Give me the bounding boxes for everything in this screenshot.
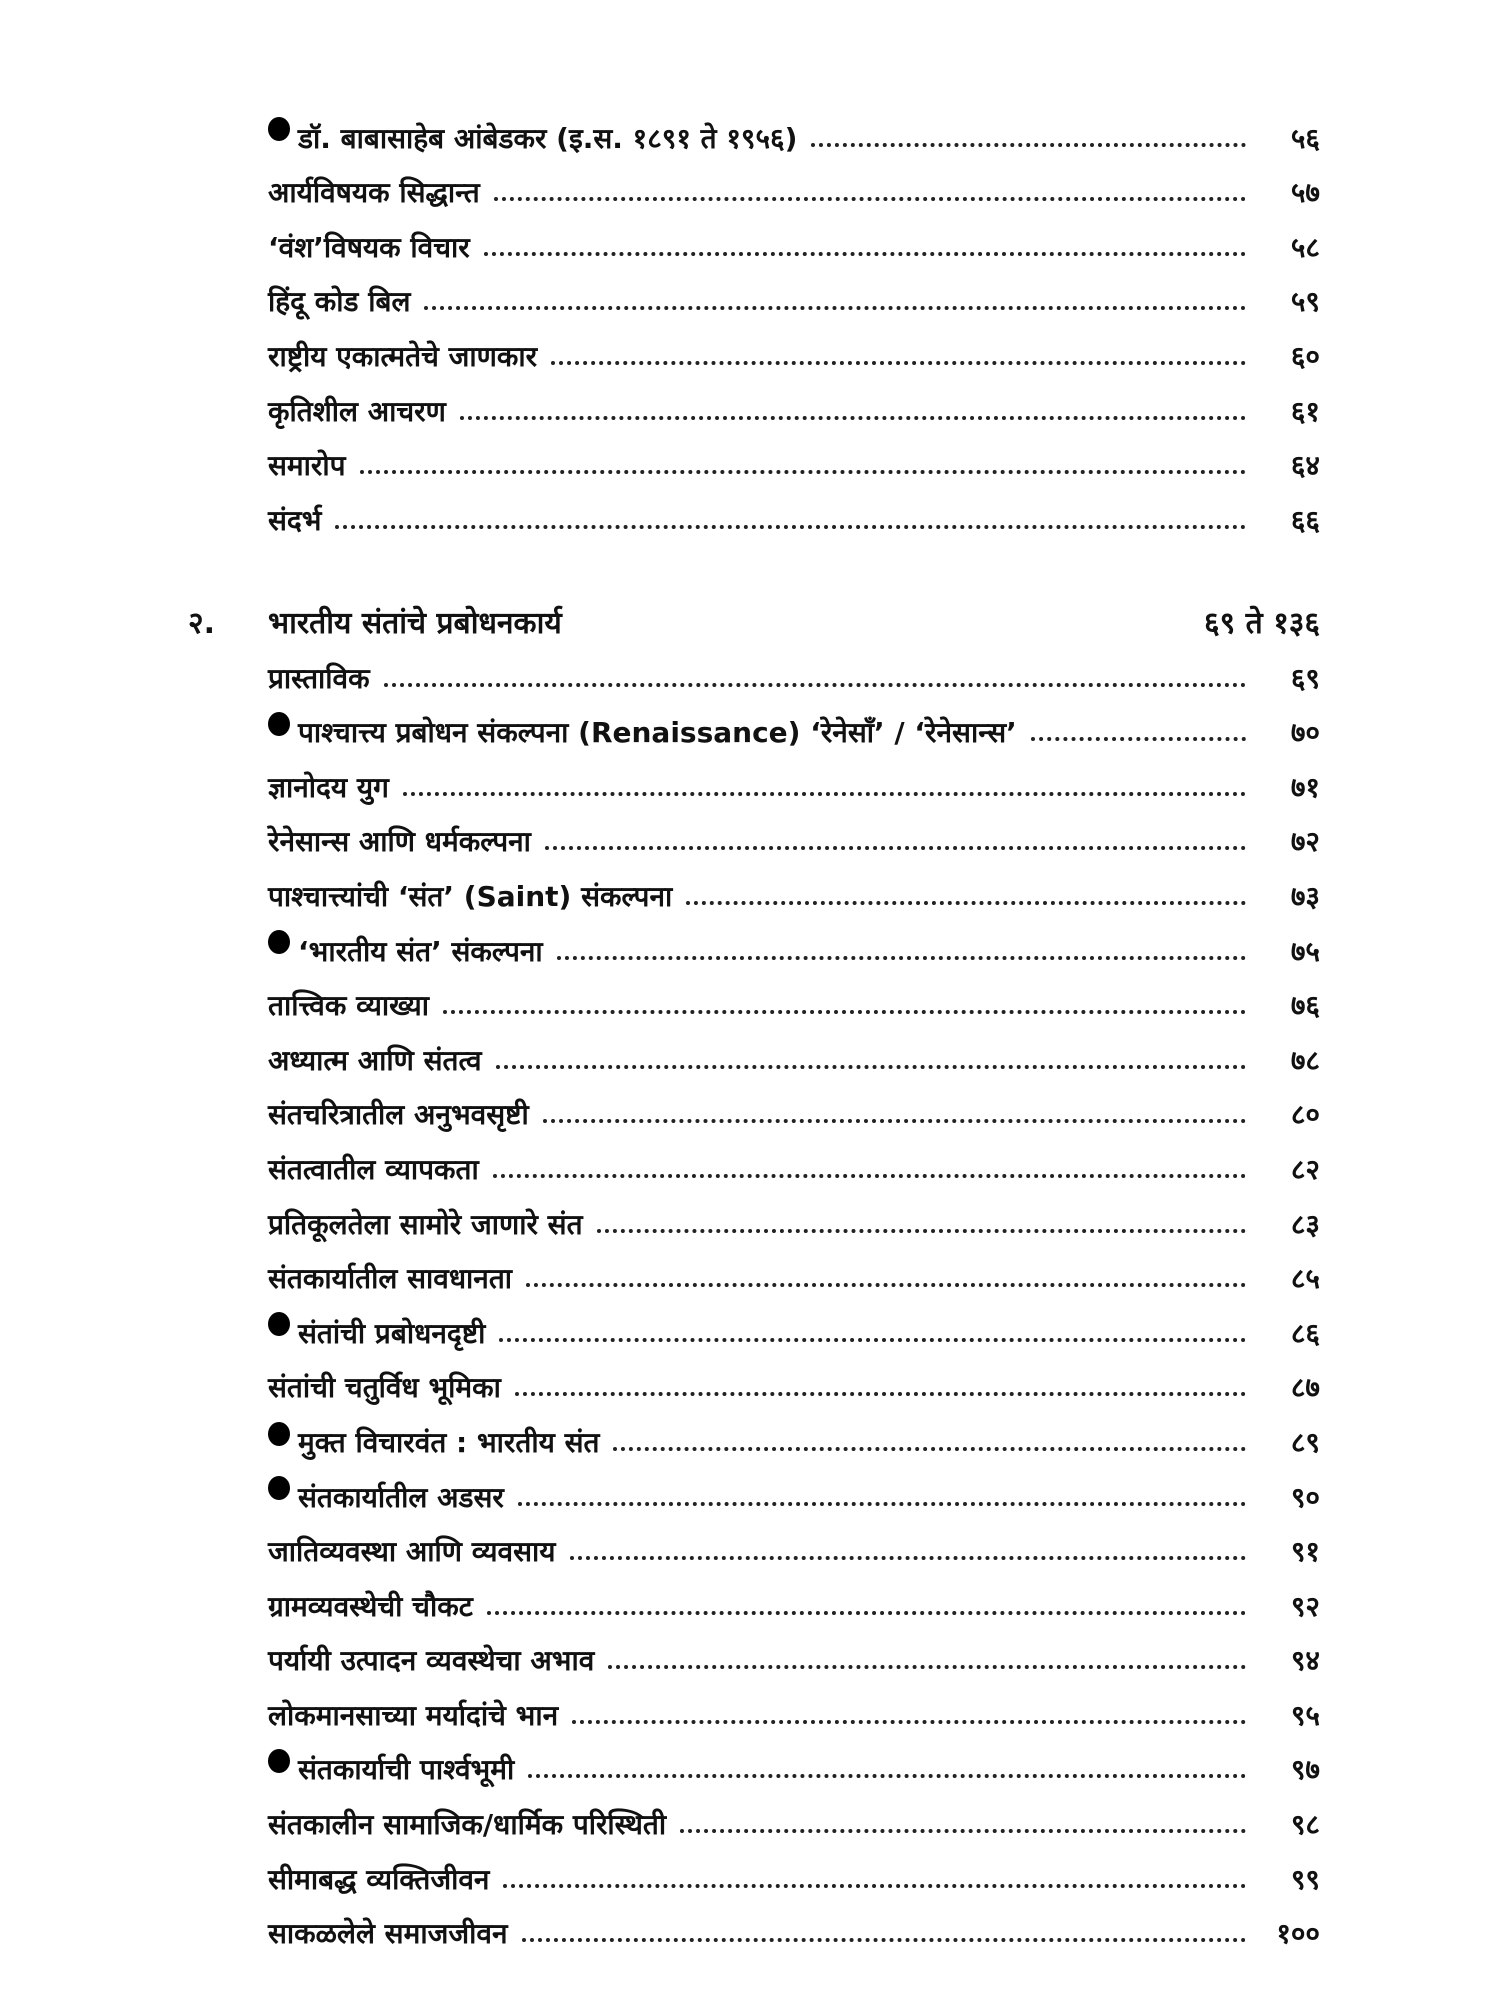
toc-entry — [268, 375, 1320, 430]
toc-entry — [268, 806, 1320, 861]
toc-entry — [268, 1516, 1320, 1571]
toc-entry-title: संतकार्यातील अडसर — [298, 1480, 504, 1514]
toc-entry-page: ६० — [1290, 339, 1320, 373]
dot-leader — [680, 1829, 1246, 1833]
toc-entry-page: ६१ — [1290, 394, 1320, 428]
dot-leader — [597, 1229, 1246, 1233]
toc-entry — [268, 1843, 1320, 1898]
dot-leader — [518, 1502, 1246, 1506]
toc-entry-title: पाश्चात्त्य प्रबोधन संकल्पना (Renaissance) ‘रेनेसाँ’ / ‘रेनेसान्स’ — [298, 716, 1017, 750]
dot-leader — [496, 1065, 1246, 1069]
toc-entry — [268, 1734, 1320, 1789]
toc-entry — [268, 1352, 1320, 1407]
dot-leader — [545, 846, 1246, 850]
toc-entry-title: साकळलेले समाजजीवन — [268, 1917, 508, 1951]
dot-leader — [608, 1665, 1246, 1669]
toc-entry-title: संतकालीन सामाजिक/धार्मिक परिस्थिती — [268, 1808, 667, 1842]
dot-leader — [613, 1447, 1246, 1451]
toc-entry — [268, 484, 1320, 539]
bullet-icon — [268, 1749, 290, 1773]
dot-leader — [403, 792, 1246, 796]
toc-entry-title: रेनेसान्स आणि धर्मकल्पना — [268, 825, 531, 859]
toc-entry-page: ७६ — [1290, 989, 1320, 1023]
chapter-page-range: ६९ ते १३६ — [1204, 606, 1320, 641]
dot-leader — [543, 1119, 1246, 1123]
toc-entry-title: जातिव्यवस्था आणि व्यवसाय — [268, 1535, 556, 1569]
toc-entry-title: डॉ. बाबासाहेब आंबेडकर (इ.स. १८९१ ते १९५६) — [298, 121, 798, 155]
dot-leader — [522, 1938, 1246, 1942]
dot-leader — [526, 1283, 1246, 1287]
toc-entry — [268, 1679, 1320, 1734]
toc-entry-page: ९८ — [1290, 1808, 1320, 1842]
toc-entry — [268, 642, 1320, 697]
toc-entry-page: ९९ — [1290, 1862, 1320, 1896]
toc-entry-page: ८७ — [1290, 1371, 1320, 1405]
dot-leader — [572, 1720, 1246, 1724]
toc-entry-page: ८२ — [1290, 1152, 1320, 1186]
toc-entry-page: ५६ — [1290, 121, 1320, 155]
toc-entry — [268, 1243, 1320, 1298]
toc-entry-title: प्रास्ताविक — [268, 661, 370, 695]
dot-leader — [686, 901, 1246, 905]
dot-leader — [503, 1884, 1246, 1888]
toc-entry — [268, 102, 1320, 157]
toc-entry — [268, 1461, 1320, 1516]
toc-entry-title: ‘वंश’विषयक विचार — [268, 230, 470, 264]
dot-leader — [1031, 737, 1246, 741]
toc-entry-title: प्रतिकूलतेला सामोरे जाणारे संत — [268, 1207, 583, 1241]
dot-leader — [443, 1010, 1246, 1014]
dot-leader — [557, 956, 1246, 960]
toc-entry — [268, 266, 1320, 321]
dot-leader — [528, 1774, 1246, 1778]
toc-entry — [268, 1570, 1320, 1625]
dot-leader — [515, 1392, 1246, 1396]
toc-entry — [268, 860, 1320, 915]
bullet-icon — [268, 712, 290, 736]
toc-entry — [268, 211, 1320, 266]
toc-entry-page: ८३ — [1290, 1207, 1320, 1241]
toc-entry-page: ५७ — [1290, 176, 1320, 210]
toc-entry-title: संतकार्याची पार्श्वभूमी — [298, 1753, 515, 1787]
chapter-heading — [188, 588, 1320, 642]
toc-entry-title: संदर्भ — [268, 503, 322, 537]
toc-entry — [268, 1898, 1320, 1953]
bullet-icon — [268, 1422, 290, 1446]
toc-entry-page: ८६ — [1290, 1316, 1320, 1350]
dot-leader — [360, 470, 1246, 474]
toc-entry-page: ६९ — [1290, 661, 1320, 695]
dot-leader — [460, 416, 1246, 420]
dot-leader — [499, 1338, 1246, 1342]
toc-entry — [268, 430, 1320, 485]
toc-entry-title: मुक्त विचारवंत : भारतीय संत — [298, 1425, 600, 1459]
toc-entry — [268, 1024, 1320, 1079]
toc-entry-title: तात्त्विक व्याख्या — [268, 989, 430, 1023]
toc-entry — [268, 1188, 1320, 1243]
dot-leader — [335, 525, 1246, 529]
toc-entry-page: ७२ — [1290, 825, 1320, 859]
toc-entry — [268, 697, 1320, 752]
toc-entry-page: ५८ — [1290, 230, 1320, 264]
toc-entry-page: ९२ — [1290, 1589, 1320, 1623]
toc-entry — [268, 1079, 1320, 1134]
toc-entry-page: ८५ — [1290, 1262, 1320, 1296]
toc-entry-title: पाश्चात्त्यांची ‘संत’ (Saint) संकल्पना — [268, 879, 673, 913]
toc-entry-page: ६६ — [1290, 503, 1320, 537]
dot-leader — [494, 197, 1246, 201]
toc-entry — [268, 1297, 1320, 1352]
chapter-number: २. — [188, 606, 215, 641]
toc-entry-title: ‘भारतीय संत’ संकल्पना — [298, 934, 543, 968]
dot-leader — [811, 143, 1246, 147]
dot-leader — [424, 306, 1246, 310]
chapter-items — [268, 642, 1320, 1952]
toc-entry-page: ७१ — [1290, 770, 1320, 804]
toc-entry-page: ७० — [1290, 716, 1320, 750]
toc-entry-title: राष्ट्रीय एकात्मतेचे जाणकार — [268, 339, 538, 373]
toc-entry — [268, 915, 1320, 970]
dot-leader — [384, 683, 1246, 687]
toc-entry-title: कृतिशील आचरण — [268, 394, 446, 428]
toc-entry-page: ९७ — [1290, 1753, 1320, 1787]
dot-leader — [493, 1174, 1246, 1178]
toc-entry-page: ९० — [1290, 1480, 1320, 1514]
toc-entry-title: समारोप — [268, 449, 346, 483]
toc-section-2 — [188, 588, 1320, 1952]
toc-entry-page: ८९ — [1290, 1425, 1320, 1459]
toc-entry-page: ७८ — [1290, 1043, 1320, 1077]
toc-entry-title: आर्यविषयक सिद्धान्त — [268, 176, 480, 210]
toc-entry — [268, 970, 1320, 1025]
toc-entry-page: ९४ — [1290, 1644, 1320, 1678]
toc-entry — [268, 1625, 1320, 1680]
toc-entry-page: ८० — [1290, 1098, 1320, 1132]
toc-entry-title: लोकमानसाच्या मर्यादांचे भान — [268, 1698, 559, 1732]
toc-section-1 — [268, 102, 1320, 539]
toc-entry-page: ५९ — [1290, 285, 1320, 319]
bullet-icon — [268, 1312, 290, 1336]
toc-entry-page: ९५ — [1290, 1698, 1320, 1732]
chapter-title: भारतीय संतांचे प्रबोधनकार्य — [268, 606, 562, 641]
toc-entry-title: संतत्वातील व्यापकता — [268, 1152, 479, 1186]
toc-entry-page: ९१ — [1290, 1535, 1320, 1569]
bullet-icon — [268, 1476, 290, 1500]
toc-entry-title: सीमाबद्ध व्यक्तिजीवन — [268, 1862, 490, 1896]
dot-leader — [551, 361, 1246, 365]
dot-leader — [570, 1556, 1246, 1560]
toc-entry — [268, 751, 1320, 806]
toc-entry-page: ७५ — [1290, 934, 1320, 968]
toc-entry — [268, 1133, 1320, 1188]
toc-entry-title: हिंदू कोड बिल — [268, 285, 411, 319]
toc-entry-title: ग्रामव्यवस्थेची चौकट — [268, 1589, 473, 1623]
toc-entry-title: ज्ञानोदय युग — [268, 770, 389, 804]
dot-leader — [487, 1611, 1246, 1615]
dot-leader — [484, 252, 1246, 256]
toc-entry-title: संतचरित्रातील अनुभवसृष्टी — [268, 1098, 529, 1132]
toc-entry-title: संतांची चतुर्विध भूमिका — [268, 1371, 501, 1405]
toc-entry-title: संतकार्यातील सावधानता — [268, 1262, 513, 1296]
bullet-icon — [268, 930, 290, 954]
toc-entry-title: पर्यायी उत्पादन व्यवस्थेचा अभाव — [268, 1644, 595, 1678]
toc-entry-page: ६४ — [1290, 449, 1320, 483]
toc-entry — [268, 1788, 1320, 1843]
toc-entry — [268, 157, 1320, 212]
toc-entry-title: संतांची प्रबोधनदृष्टी — [298, 1316, 486, 1350]
toc-entry-title: अध्यात्म आणि संतत्व — [268, 1043, 482, 1077]
toc-entry — [268, 320, 1320, 375]
toc-entry-page: ७३ — [1290, 879, 1320, 913]
toc-entry — [268, 1406, 1320, 1461]
toc-entry-page: १०० — [1276, 1917, 1320, 1951]
bullet-icon — [268, 117, 290, 141]
